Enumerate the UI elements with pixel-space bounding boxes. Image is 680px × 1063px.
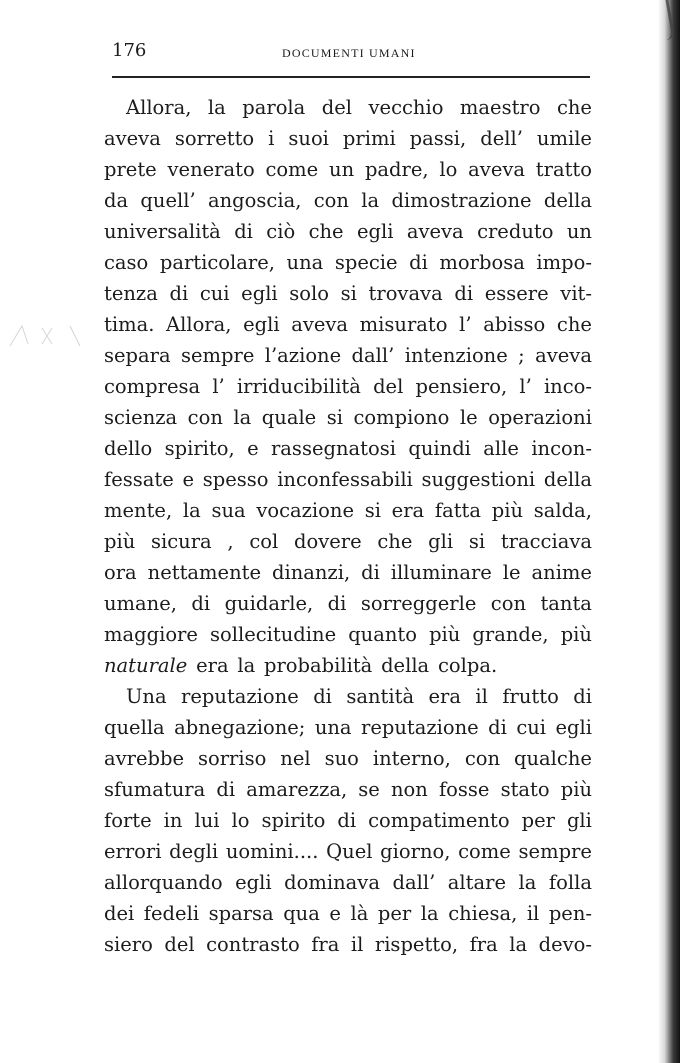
text-line: dei fedeli sparsa qua e là per la chiesa, il pen-: [104, 902, 592, 925]
text-line: aveva sorretto i suoi primi passi, dell’ umile: [104, 127, 592, 150]
page-header: [112, 40, 590, 70]
text-line: avrebbe sorriso nel suo interno, con qualche: [104, 747, 592, 770]
text-line: Una reputazione di santità era il frutto di: [126, 685, 592, 708]
text-line: errori degli uomini.... Quel giorno, come sempre: [104, 840, 592, 863]
text-line: prete venerato come un padre, lo aveva tratto: [104, 158, 592, 181]
text-line: allorquando egli dominava dall’ altare la folla: [104, 871, 592, 894]
pencil-annotation-mark: [6, 318, 96, 352]
book-spine-edge: [658, 0, 680, 1063]
text-line: scienza con la quale si compiono le operazioni: [104, 406, 592, 429]
text-line: fessate e spesso inconfessabili suggestioni della: [104, 468, 592, 491]
text-line: caso particolare, una specie di morbosa impo-: [104, 251, 592, 274]
text-line: da quell’ angoscia, con la dimostrazione della: [104, 189, 592, 212]
header-rule: [112, 76, 590, 78]
running-head: DOCUMENTI UMANI: [282, 46, 416, 60]
text-line: forte in lui lo spirito di compatimento per gli: [104, 809, 592, 832]
text-line: compresa l’ irriducibilità del pensiero, l’ inco-: [104, 375, 592, 398]
text-line: maggiore sollecitudine quanto più grande, più: [104, 623, 592, 646]
text-line: separa sempre l’azione dall’ intenzione ; aveva: [104, 344, 592, 367]
text-line: Allora, la parola del vecchio maestro che: [126, 96, 592, 119]
text-line: universalità di ciò che egli aveva creduto un: [104, 220, 592, 243]
text-line: più sicura , col dovere che gli si tracciava: [104, 530, 592, 553]
text-line: dello spirito, e rassegnatosi quindi alle incon-: [104, 437, 592, 460]
text-line: mente, la sua vocazione si era fatta più salda,: [104, 499, 592, 522]
text-line: tenza di cui egli solo si trovava di essere vit-: [104, 282, 592, 305]
text-line: tima. Allora, egli aveva misurato l’ abisso che: [104, 313, 592, 336]
page-number: 176: [112, 40, 147, 61]
text-line: ora nettamente dinanzi, di illuminare le anime: [104, 561, 592, 584]
text-line: umane, di guidarle, di sorreggerle con tanta: [104, 592, 592, 615]
text-line: siero del contrasto fra il rispetto, fra la devo-: [104, 933, 592, 956]
text-line: quella abnegazione; una reputazione di cui egli: [104, 716, 592, 739]
text-line: sfumatura di amarezza, se non fosse stato più: [104, 778, 592, 801]
page-corner-curl: [635, 0, 675, 40]
body-text: [104, 92, 592, 960]
text-line: naturale era la probabilità della colpa.: [104, 654, 498, 677]
